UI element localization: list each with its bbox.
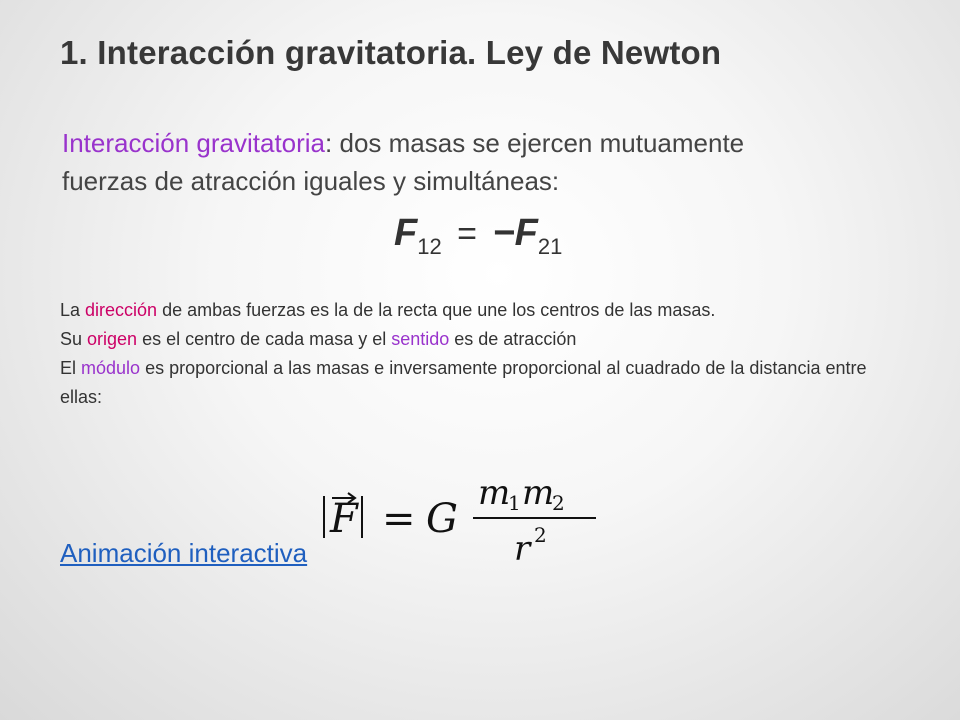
numerator-sub2: 2 <box>552 491 565 515</box>
term-origin: origen <box>87 329 138 349</box>
numerator-sub1: 1 <box>508 491 521 515</box>
slide-title: 1. Interacción gravitatoria. Ley de Newton <box>60 34 722 71</box>
p2-post: es de atracción <box>449 329 577 349</box>
gravitational-constant: G <box>426 496 458 542</box>
intro-line1: : dos masas se ejercen mutuamente <box>325 128 745 158</box>
p3-post: es proporcional a las masas e inversamente proporcional al cuadrado de la distancia entre ellas: <box>60 358 867 407</box>
intro-term: Interacción gravitatoria <box>62 128 326 158</box>
numerator-m1: m <box>478 473 511 513</box>
interactive-animation-link[interactable]: Animación interactiva <box>60 538 308 568</box>
formula-lhs-sub: 12 <box>417 234 442 259</box>
term-sense: sentido <box>391 329 450 349</box>
gravitation-law-formula <box>318 468 618 578</box>
gravitation-law-svg <box>318 468 618 578</box>
formula-lhs-symbol: F <box>394 212 418 254</box>
p3-pre: El <box>60 358 82 378</box>
numerator-m2: m <box>522 473 555 513</box>
term-direction: dirección <box>85 300 158 320</box>
action-reaction-formula <box>394 212 562 260</box>
intro-line2: fuerzas de atracción iguales y simultáneas: <box>62 166 560 196</box>
denominator-exp: 2 <box>534 523 547 547</box>
term-magnitude: módulo <box>81 358 141 378</box>
paragraph-magnitude <box>60 354 880 412</box>
body-text <box>60 296 880 412</box>
formula2-equals: = <box>382 496 416 542</box>
p2-mid: es el centro de cada masa y el <box>137 329 392 349</box>
p1-pre: La <box>60 300 86 320</box>
formula-rhs-symbol: −F <box>492 212 538 254</box>
intro-text <box>62 124 922 200</box>
formula-rhs-sub: 21 <box>537 234 563 259</box>
formula-equals: = <box>457 215 478 253</box>
paragraph-direction <box>60 296 880 325</box>
paragraph-origin <box>60 325 880 354</box>
p2-pre: Su <box>60 329 88 349</box>
vector-f: F <box>330 496 358 542</box>
denominator-r: r <box>514 529 531 569</box>
p1-post: de ambas fuerzas es la de la recta que une los centros de las masas. <box>157 300 716 320</box>
